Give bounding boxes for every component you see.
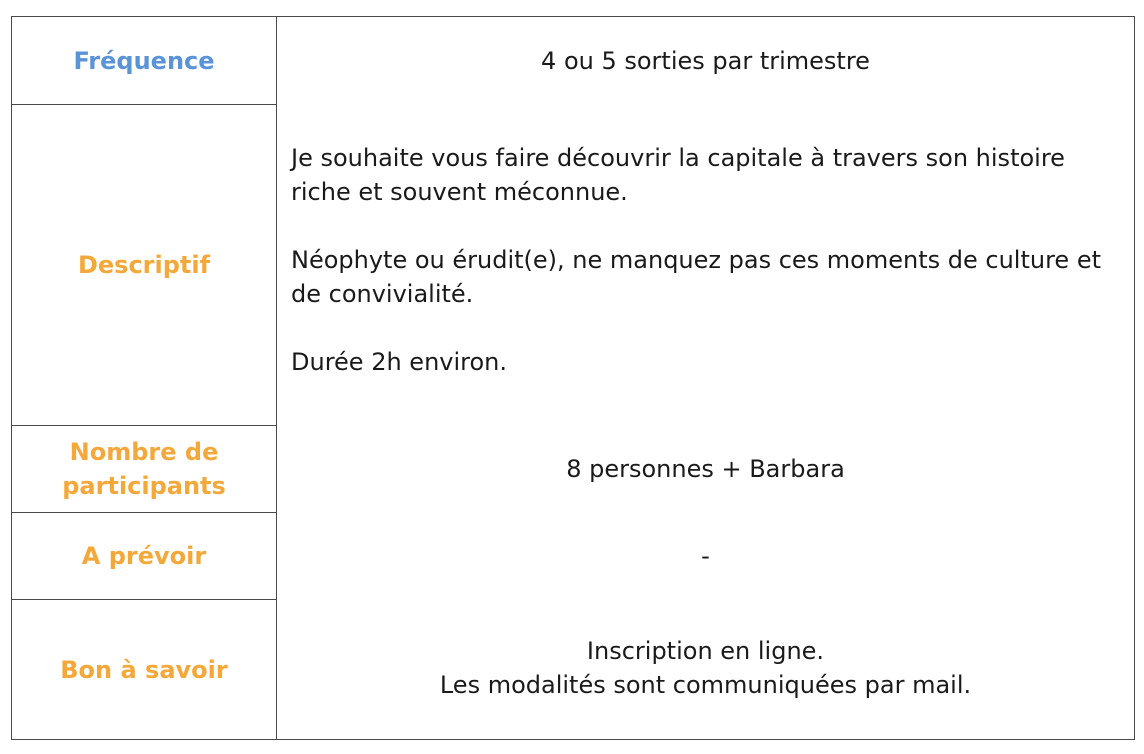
value-participants	[277, 426, 1134, 512]
value-descriptif	[291, 141, 1111, 379]
label-participants-line2: participants	[62, 472, 226, 500]
label-descriptif-text: Descriptif	[77, 251, 211, 279]
label-descriptif	[12, 105, 276, 425]
value-prevoir-text: -	[701, 542, 710, 570]
label-participants	[12, 426, 276, 512]
label-prevoir-text: A prévoir	[81, 542, 207, 570]
value-prevoir	[277, 513, 1134, 599]
label-frequence	[12, 17, 276, 104]
value-savoir-line2: Les modalités sont communiquées par mail.	[439, 671, 972, 699]
label-frequence-text: Fréquence	[73, 46, 215, 75]
label-participants-line1: Nombre de	[69, 438, 219, 466]
info-table	[11, 16, 1135, 740]
descriptif-paragraph: Durée 2h environ.	[291, 348, 508, 376]
label-prevoir	[12, 513, 276, 599]
descriptif-paragraph: Je souhaite vous faire découvrir la capitale à travers son histoire riche et souvent méconnue.	[291, 144, 1065, 206]
label-savoir-text: Bon à savoir	[60, 656, 228, 684]
descriptif-paragraph: Néophyte ou érudit(e), ne manquez pas ces moments de culture et de convivialité.	[291, 246, 1101, 308]
label-savoir	[12, 600, 276, 740]
value-frequence-text: 4 ou 5 sorties par trimestre	[541, 46, 870, 75]
value-savoir-line1: Inscription en ligne.	[586, 637, 825, 665]
value-participants-text: 8 personnes + Barbara	[566, 455, 845, 483]
value-savoir	[277, 614, 1134, 754]
value-frequence	[277, 17, 1134, 104]
